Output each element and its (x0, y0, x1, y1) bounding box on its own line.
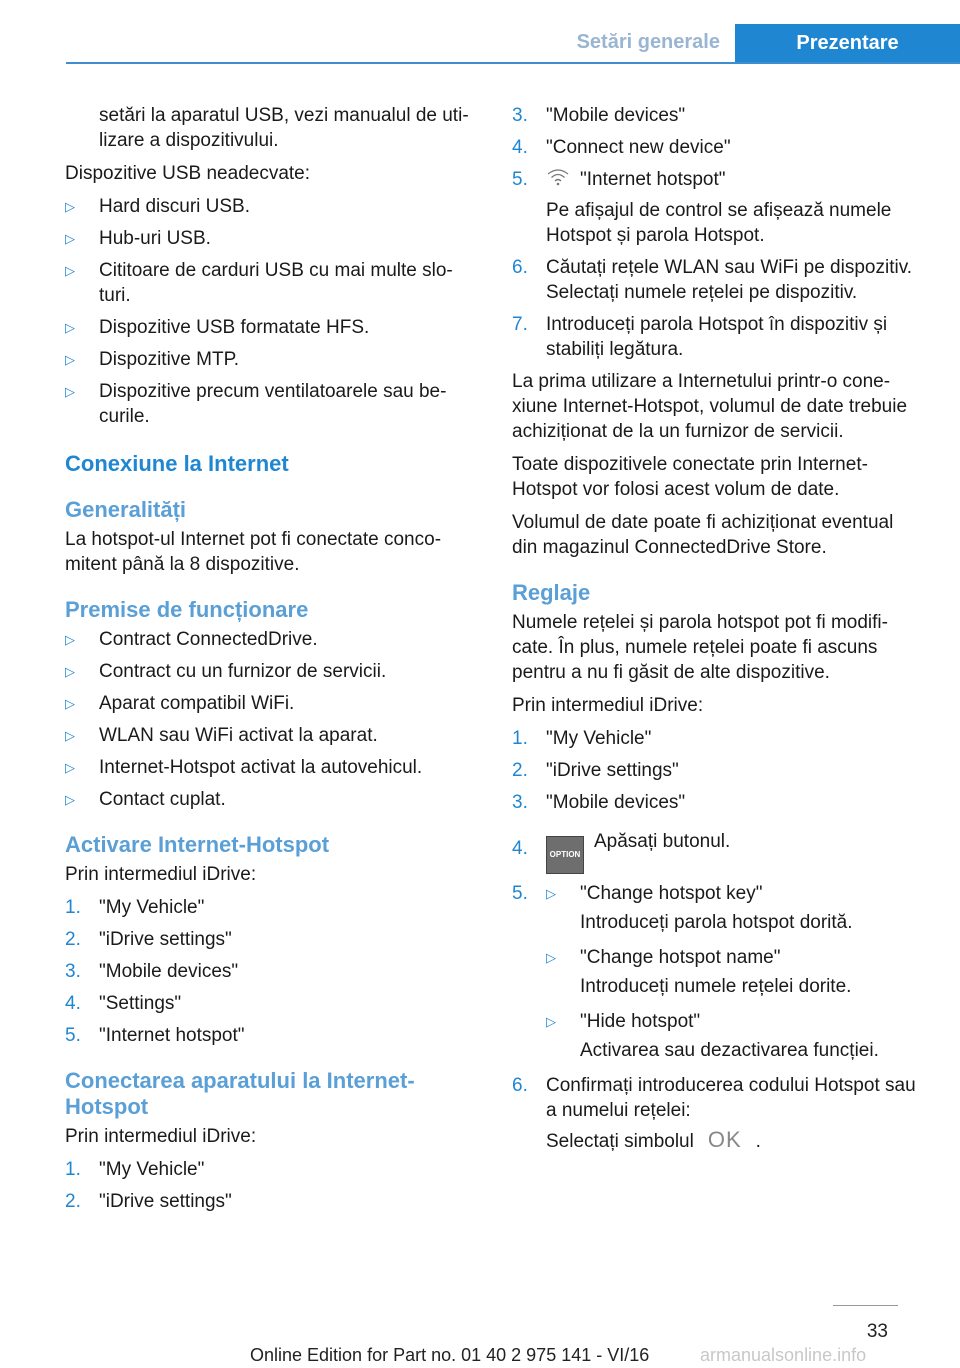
list-item: ▷ "Hide hotspot" Activarea sau dezactivarea funcției. (546, 1011, 879, 1061)
list-item: ▷ "Change hotspot key" Introduceți parola hotspot dorită. (546, 883, 853, 933)
list-item: ▷ Cititoare de carduri USB cu mai multe sloturi. (65, 260, 453, 306)
list-item: 3. "Mobile devices" (512, 792, 686, 813)
via-idrive: Prin intermediul iDrive: (65, 1126, 257, 1147)
list-item: 3. "Mobile devices" (65, 961, 239, 982)
header-bar (66, 24, 960, 64)
settings-text: Numele rețelei și parola hotspot pot fi modificate. În plus, numele rețelei poate fi ascuns pentru a nu fi găsit de alte dispozitive. (512, 612, 888, 683)
list-item: 4. OPTIONApăsați butonul. (512, 829, 917, 874)
list-item: 7. Introduceți parola Hotspot în dispozitiv și stabiliți legătura. (512, 314, 888, 360)
heading-settings: Reglaje (512, 580, 591, 605)
left-column (65, 103, 475, 1221)
list-item: 3. "Mobile devices" (512, 105, 686, 126)
via-idrive: Prin intermediul iDrive: (512, 695, 704, 716)
unsuitable-title: Dispozitive USB neadecvate: (65, 163, 311, 184)
edition-text: Online Edition for Part no. 01 40 2 975 141 - VI/16 (250, 1345, 650, 1365)
list-item: ▷ WLAN sau WiFi activat la aparat. (65, 725, 378, 746)
list-item: ▷ Aparat compatibil WiFi. (65, 693, 295, 714)
list-item: 4. "Settings" (65, 993, 182, 1014)
heading-general: Generalități (65, 497, 187, 522)
list-item: ▷ Hard discuri USB. (65, 196, 250, 217)
heading-connect: Conectarea aparatului la Internet-Hotspot (65, 1068, 415, 1119)
prereq-list (65, 627, 475, 812)
settings-steps (512, 726, 917, 1154)
list-item: 6. Căutați rețele WLAN sau WiFi pe dispozitiv. Selectați numele rețelei pe dispozitiv. (512, 257, 913, 303)
list-item: ▷ Contact cuplat. (65, 789, 226, 810)
general-text: La hotspot-ul Internet pot fi conectate concomitent până la 8 dispozitive. (65, 529, 442, 575)
triangle-bullet-icon: ▷ (65, 231, 75, 246)
unsuitable-list (65, 194, 475, 429)
tab-prezentare: Prezentare (735, 24, 960, 62)
heading-prerequisites: Premise de funcționare (65, 597, 309, 622)
list-item: 1. "My Vehicle" (65, 1159, 205, 1180)
triangle-bullet-icon: ▷ (65, 728, 75, 743)
option-button-icon: OPTION (546, 836, 584, 874)
list-item: ▷ Dispozitive MTP. (65, 349, 240, 370)
step-note: Pe afișajul de control se afișează numele Hotspot și parola Hotspot. (546, 200, 892, 246)
list-item: ▷ Hub-uri USB. (65, 228, 211, 249)
heading-internet: Conexiune la Internet (65, 451, 289, 476)
list-item: 1. "My Vehicle" (65, 897, 205, 918)
list-item: ▷ Dispozitive precum ventilatoarele sau becurile. (65, 381, 447, 427)
triangle-bullet-icon: ▷ (65, 384, 75, 399)
list-item: 5. "Internet hotspot" Pe afișajul de control se afișează numele Hotspot și parola Hotspot. (512, 167, 917, 248)
intro-continued: setări la aparatul USB, vezi manualul de utilizare a dispozitivului. (99, 105, 469, 151)
list-item: 2. "iDrive settings" (65, 929, 232, 950)
list-item: 5. ▷ "Change hotspot key" Introduceți parola hotspot dorită. ▷ "Change hotspot name" Introduceți numele rețelei dorite. ▷ "Hide hotspot" Activarea sau dezactivarea funcției. (512, 881, 917, 1063)
list-item: 1. "My Vehicle" (512, 728, 652, 749)
triangle-bullet-icon: ▷ (65, 664, 75, 679)
list-item: ▷ Contract ConnectedDrive. (65, 629, 318, 650)
list-item: ▷ Contract cu un furnizor de servicii. (65, 661, 387, 682)
connect-steps (65, 1157, 475, 1214)
watermark: armanualsonline.info (700, 1345, 867, 1365)
divider (833, 1305, 898, 1306)
section-title: Setări generale (576, 31, 720, 53)
wifi-icon (546, 167, 570, 194)
triangle-bullet-icon: ▷ (65, 760, 75, 775)
paragraph: Volumul de date poate fi achiziționat eventual din magazinul ConnectedDrive Store. (512, 512, 894, 558)
heading-activate: Activare Internet-Hotspot (65, 832, 330, 857)
list-item: ▷ Dispozitive USB formatate HFS. (65, 317, 370, 338)
sub-options (546, 881, 917, 1063)
triangle-bullet-icon: ▷ (65, 263, 75, 278)
list-item: ▷ "Change hotspot name" Introduceți numele rețelei dorite. (546, 947, 852, 997)
triangle-bullet-icon: ▷ (546, 1014, 556, 1029)
ok-symbol-icon: OK (707, 1127, 742, 1152)
list-item: 2. "iDrive settings" (65, 1191, 232, 1212)
triangle-bullet-icon: ▷ (65, 352, 75, 367)
list-item: ▷ Internet-Hotspot activat la autovehicul. (65, 757, 423, 778)
paragraph: Toate dispozitivele conectate prin Internet-Hotspot vor folosi acest volum de date. (512, 454, 868, 500)
activate-steps (65, 895, 475, 1048)
list-item: 2. "iDrive settings" (512, 760, 679, 781)
triangle-bullet-icon: ▷ (65, 792, 75, 807)
triangle-bullet-icon: ▷ (546, 950, 556, 965)
triangle-bullet-icon: ▷ (65, 199, 75, 214)
triangle-bullet-icon: ▷ (65, 632, 75, 647)
list-item: 4. "Connect new device" (512, 137, 731, 158)
connect-steps-continued (512, 103, 917, 362)
triangle-bullet-icon: ▷ (65, 696, 75, 711)
right-column (512, 103, 917, 1161)
triangle-bullet-icon: ▷ (546, 886, 556, 901)
list-item: 5. "Internet hotspot" (65, 1025, 245, 1046)
triangle-bullet-icon: ▷ (65, 320, 75, 335)
via-idrive: Prin intermediul iDrive: (65, 864, 257, 885)
paragraph: La prima utilizare a Internetului printr-o conexiune Internet-Hotspot, volumul de date trebuie achiziționat de la un furnizor de servicii. (512, 371, 908, 442)
list-item: 6. Confirmați introducerea codului Hotspot sau a numelui rețelei: Selectați simbolul OK . (512, 1075, 916, 1152)
step-note: Selectați simbolul OK . (546, 1127, 761, 1152)
page-number: 33 (866, 1321, 888, 1342)
